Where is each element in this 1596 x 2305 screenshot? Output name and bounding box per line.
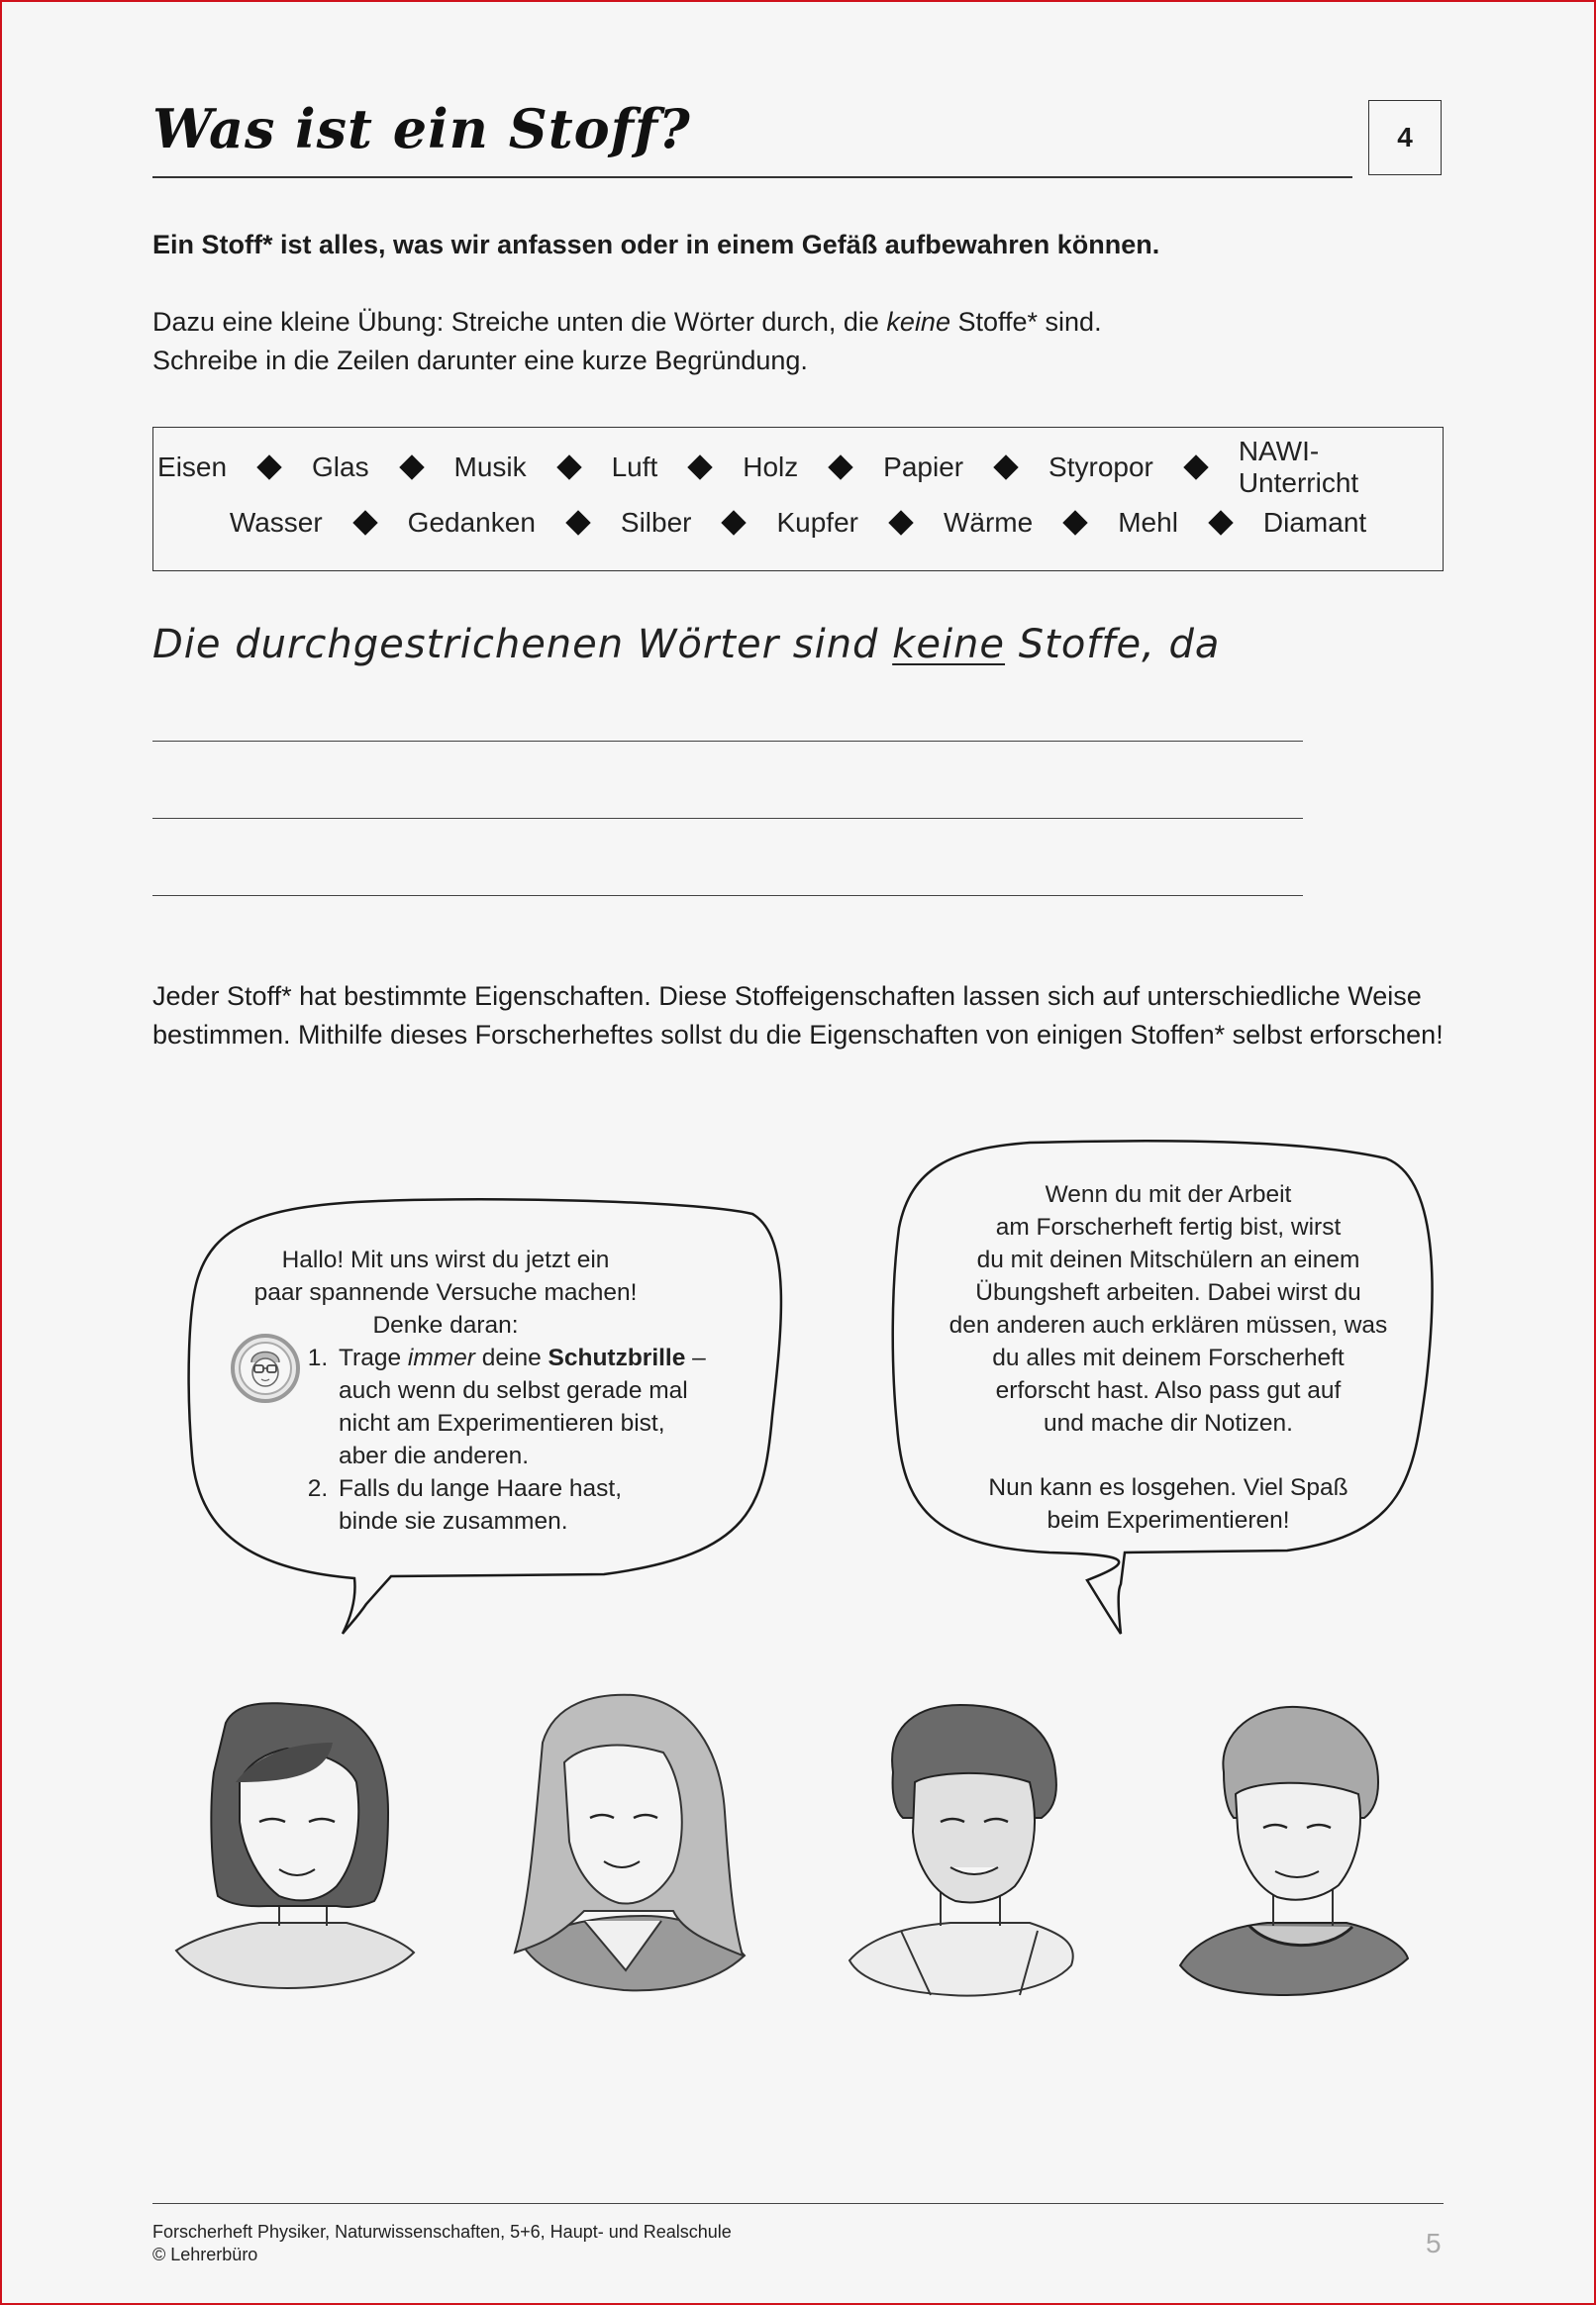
word-item[interactable]: Holz: [743, 451, 799, 482]
rule-text: nicht am Experimentieren bist,: [339, 1410, 665, 1437]
rule-strong: Schutzbrille: [548, 1345, 686, 1371]
word-item[interactable]: Eisen: [157, 451, 228, 482]
bubble-line: paar spannende Versuche machen!: [253, 1279, 638, 1306]
girl-bob-hair-illustration: [176, 1703, 414, 1988]
boy-short-hair-illustration: [1180, 1707, 1408, 1995]
task-text: Dazu eine kleine Übung: Streiche unten die Wörter durch, die: [152, 307, 887, 337]
rule-text: deine: [474, 1345, 549, 1371]
boy-curly-hair-illustration: [849, 1705, 1073, 1996]
rule-text: Trage: [339, 1345, 408, 1371]
rule-emphasis: immer: [407, 1345, 475, 1371]
bubble-line: am Forscherheft fertig bist, wirst: [995, 1214, 1342, 1241]
word-item[interactable]: Mehl: [1118, 507, 1178, 538]
footer-source: Forscherheft Physiker, Naturwissenschaften, 5+6, Haupt- und Realschule: [152, 2222, 732, 2242]
prompt-text: Stoffe, da: [1005, 622, 1221, 667]
task-emphasis: keine: [886, 307, 950, 337]
word-item[interactable]: NAWI-Unterricht: [1238, 436, 1359, 498]
word-item[interactable]: Wärme: [943, 507, 1034, 538]
word-item[interactable]: Wasser: [229, 507, 323, 538]
bubble-line: du mit deinen Mitschülern an einem: [976, 1247, 1360, 1273]
bubble-line: erforscht hast. Also pass gut auf: [995, 1377, 1342, 1404]
word-item[interactable]: Glas: [312, 451, 369, 482]
word-item[interactable]: Papier: [883, 451, 964, 482]
word-item[interactable]: Musik: [453, 451, 527, 482]
prompt-underlined: keine: [892, 622, 1006, 667]
word-item[interactable]: Kupfer: [776, 507, 858, 538]
bubble-closing: beim Experimentieren!: [1047, 1507, 1290, 1534]
bubble-line: Übungsheft arbeiten. Dabei wirst du: [975, 1279, 1361, 1306]
word-item[interactable]: Gedanken: [407, 507, 536, 538]
bubble-closing: Nun kann es losgehen. Viel Spaß: [988, 1474, 1348, 1501]
footer-divider: [152, 2203, 1444, 2204]
definition-statement: Ein Stoff* ist alles, was wir anfassen oder in einem Gefäß aufbewahren können.: [152, 230, 1160, 259]
bubble-line: du alles mit deinem Forscherheft: [992, 1345, 1345, 1371]
rule-text: aber die anderen.: [339, 1443, 530, 1469]
bubble-line: und mache dir Notizen.: [1044, 1410, 1293, 1437]
page-title: Was ist ein Stoff?: [152, 97, 691, 160]
rule-text: Falls du lange Haare hast,: [339, 1475, 622, 1502]
task-line-2: Schreibe in die Zeilen darunter eine kurze Begründung.: [152, 346, 808, 375]
girl-long-hair-illustration: [515, 1695, 745, 1991]
word-item[interactable]: Diamant: [1262, 507, 1367, 538]
rule-text: binde sie zusammen.: [339, 1508, 568, 1535]
prompt-text: Die durchgestrichenen Wörter sind: [152, 622, 893, 667]
footer-copyright: © Lehrerbüro: [152, 2245, 258, 2264]
rule-text: –: [685, 1345, 706, 1371]
page-number: 5: [1426, 2228, 1442, 2258]
worksheet-number-box: 4: [1368, 100, 1442, 175]
bubble-line: den anderen auch erklären müssen, was: [948, 1312, 1388, 1339]
footer: [152, 2221, 732, 2266]
bubble-line: Hallo! Mit uns wirst du jetzt ein: [281, 1247, 610, 1273]
rule-text: auch wenn du selbst gerade mal: [339, 1377, 688, 1404]
body-paragraph: Jeder Stoff* hat bestimmte Eigenschaften. Diese Stoffeigenschaften lassen sich auf unterschiedliche Weise bestimmen. Mithilfe dieses Forscherheftes sollst du die Eigenschaften von einigen Stoffen* selbst erforschen!: [152, 981, 1444, 1050]
word-item[interactable]: Silber: [620, 507, 692, 538]
bubble-line: Denke daran:: [372, 1312, 519, 1339]
word-item[interactable]: Luft: [611, 451, 658, 482]
task-text: Stoffe* sind.: [949, 307, 1102, 337]
word-item[interactable]: Styropor: [1048, 451, 1153, 482]
bubble-line: Wenn du mit der Arbeit: [1045, 1181, 1292, 1208]
